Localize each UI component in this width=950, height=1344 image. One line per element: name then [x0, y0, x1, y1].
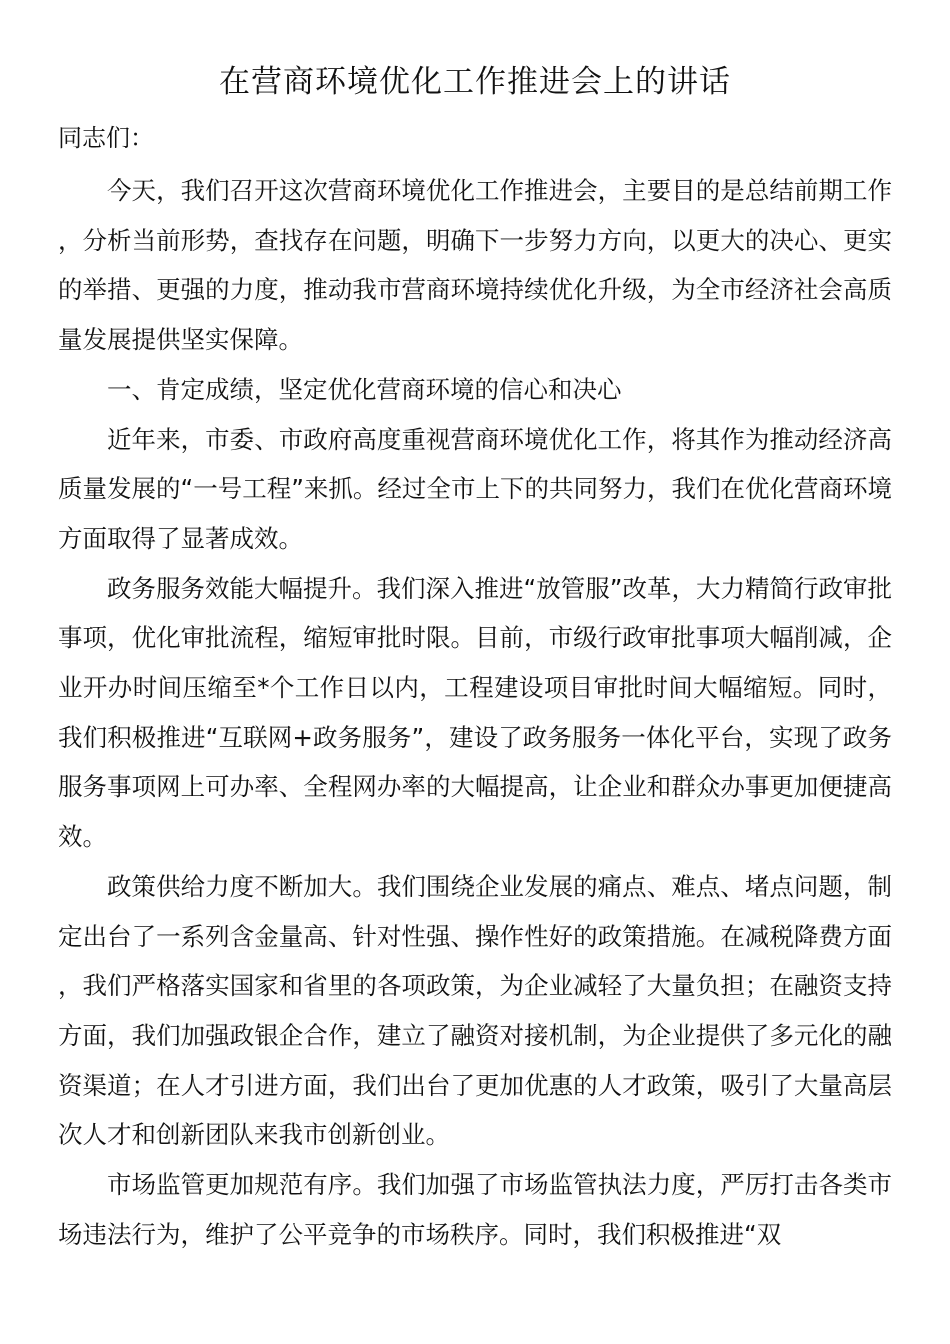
paragraph-policy-supply: 政策供给力度不断加大。我们围绕企业发展的痛点、难点、堵点问题，制定出台了一系列含金量高、针对性强、操作性好的政策措施。在减税降费方面，我们严格落实国家和省里的各项政策，为企业减轻了大量负担；在融资支持方面，我们加强政银企合作，建立了融资对接机制，为企业提供了多元化的融资渠道；在人才引进方面，我们出台了更加优惠的人才政策，吸引了大量高层次人才和创新团队来我市创新创业。 — [58, 871, 892, 1150]
document-title: 在营商环境优化工作推进会上的讲话 — [219, 64, 731, 100]
paragraph-market-supervision: 市场监管更加规范有序。我们加强了市场监管执法力度，严厉打击各类市场违法行为，维护了公平竞争的市场秩序。同时，我们积极推进“双 — [58, 1170, 892, 1249]
document-body — [58, 166, 892, 1259]
section-heading-1: 一、肯定成绩，坚定优化营商环境的信心和决心 — [107, 374, 622, 404]
paragraph-achievements: 近年来，市委、市政府高度重视营商环境优化工作，将其作为推动经济高质量发展的“一号工程”来抓。经过全市上下的共同努力，我们在优化营商环境方面取得了显著成效。 — [58, 424, 892, 553]
paragraph-intro: 今天，我们召开这次营商环境优化工作推进会，主要目的是总结前期工作，分析当前形势，查找存在问题，明确下一步努力方向，以更大的决心、更实的举措、更强的力度，推动我市营商环境持续优化升级，为全市经济社会高质量发展提供坚实保障。 — [58, 176, 892, 355]
paragraph-government-services: 政务服务效能大幅提升。我们深入推进“放管服”改革，大力精简行政审批事项，优化审批流程，缩短审批时限。目前，市级行政审批事项大幅削减，企业开办时间压缩至*个工作日以内，工程建设项目审批时间大幅缩短。同时，我们积极推进“互联网+政务服务”，建设了政务服务一体化平台，实现了政务服务事项网上可办率、全程网办率的大幅提高，让企业和群众办事更加便捷高效。 — [58, 573, 892, 852]
salutation: 同志们： — [58, 124, 154, 152]
